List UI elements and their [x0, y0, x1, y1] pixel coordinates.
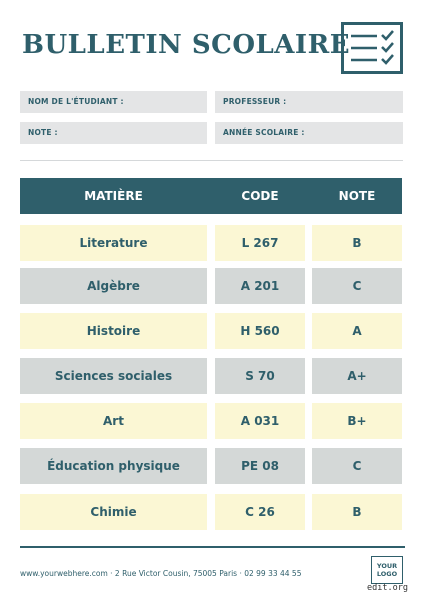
table-row [20, 494, 402, 530]
school-year-field[interactable]: ANNÉE SCOLAIRE : [215, 122, 403, 144]
table-row [20, 448, 402, 484]
code-cell: A 201 [215, 268, 305, 304]
header-subject: MATIÈRE [84, 189, 143, 203]
teacher-field[interactable]: PROFESSEUR : [215, 91, 403, 113]
grade-cell: A [312, 313, 402, 349]
table-row [20, 268, 402, 304]
table-header [20, 178, 402, 214]
subject-cell: Chimie [20, 494, 207, 530]
footer-divider [20, 546, 405, 548]
code-cell: C 26 [215, 494, 305, 530]
page-title: BULLETIN SCOLAIRE [22, 30, 351, 60]
footer-contact: www.yourwebhere.com · 2 Rue Victor Cousin, 75005 Paris · 02 99 33 44 55 [20, 569, 302, 578]
table-row [20, 313, 402, 349]
student-name-field[interactable]: NOM DE L'ÉTUDIANT : [20, 91, 207, 113]
subject-cell: Éducation physique [20, 448, 207, 484]
code-cell: H 560 [215, 313, 305, 349]
code-cell: S 70 [215, 358, 305, 394]
code-cell: A 031 [215, 403, 305, 439]
header-code: CODE [241, 189, 279, 203]
table-row [20, 358, 402, 394]
subject-cell: Algèbre [20, 268, 207, 304]
subject-cell: Literature [20, 225, 207, 261]
grade-cell: B+ [312, 403, 402, 439]
code-cell: PE 08 [215, 448, 305, 484]
grade-cell: C [312, 268, 402, 304]
header-grade: NOTE [338, 189, 376, 203]
table-row [20, 403, 402, 439]
logo-text-line2: LOGO [376, 570, 398, 578]
grade-cell: B [312, 225, 402, 261]
subject-cell: Sciences sociales [20, 358, 207, 394]
grade-cell: C [312, 448, 402, 484]
checklist-icon [341, 22, 403, 74]
table-row [20, 225, 402, 261]
subject-cell: Histoire [20, 313, 207, 349]
subject-cell: Art [20, 403, 207, 439]
grade-field[interactable]: NOTE : [20, 122, 207, 144]
watermark: edit.org [367, 583, 408, 593]
code-cell: L 267 [215, 225, 305, 261]
logo-placeholder [371, 556, 403, 584]
divider [20, 160, 403, 161]
grade-cell: A+ [312, 358, 402, 394]
grade-cell: B [312, 494, 402, 530]
logo-text-line1: YOUR [376, 562, 398, 570]
